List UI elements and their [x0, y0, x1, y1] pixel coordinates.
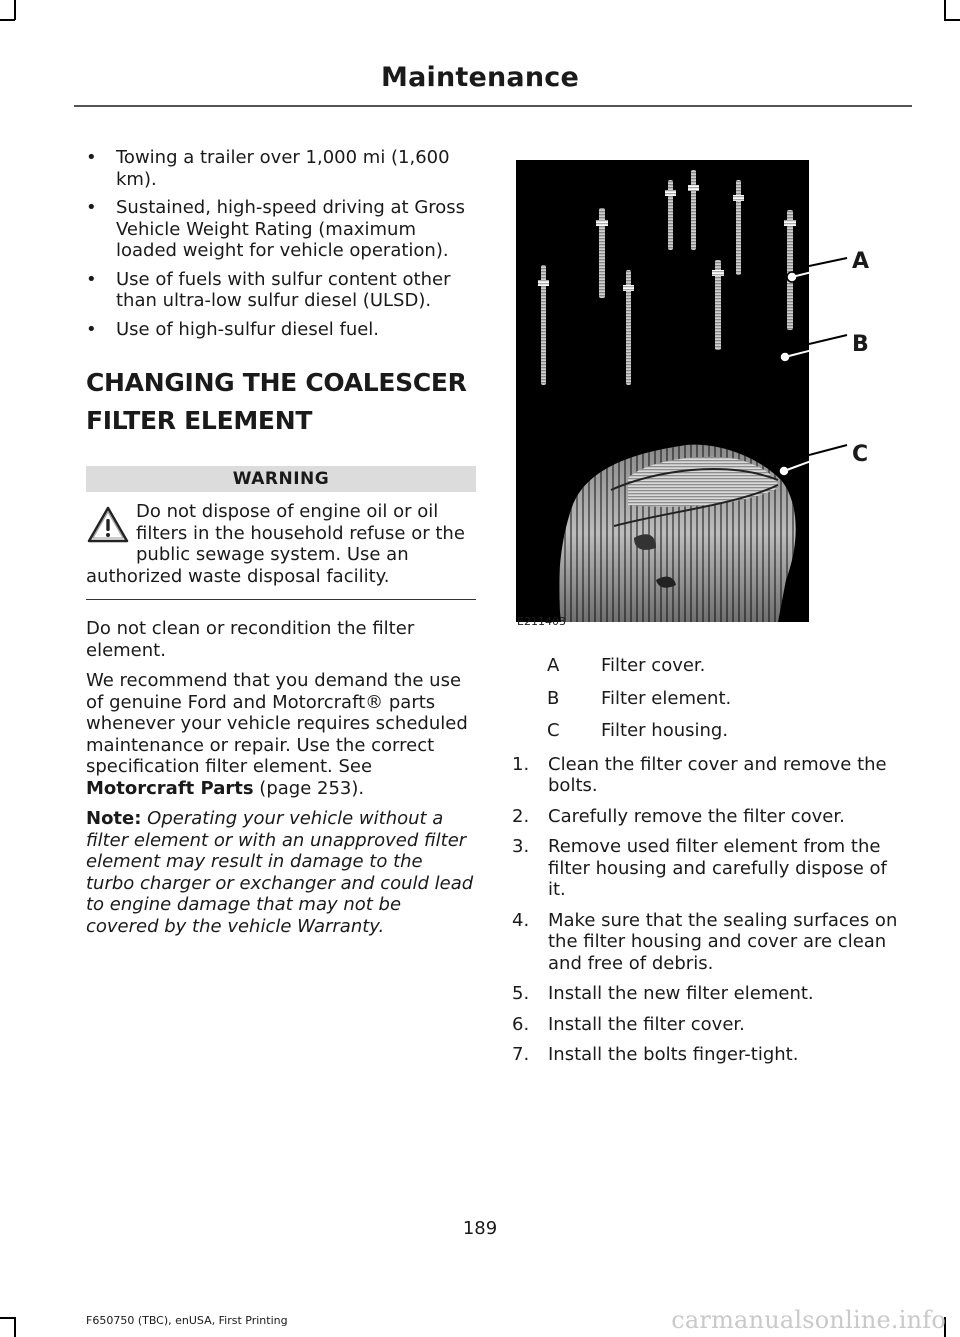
callout-leaders [809, 240, 869, 560]
note [86, 808, 476, 937]
step-number: 6. [512, 1013, 530, 1035]
step-text: Clean the filter cover and remove the bolts. [548, 753, 887, 796]
paragraph-text: We recommend that you demand the use of genuine Ford and Motorcraft® parts whenever your vehicle requires scheduled maintenance or repair. Use the correct specification filter element. See [86, 670, 468, 777]
figure-code: E211403 [517, 615, 566, 628]
callout-c-label: C [852, 442, 869, 467]
callout-a-label: A [852, 249, 870, 274]
legend-key: A [547, 655, 560, 676]
header-divider [74, 105, 912, 107]
crop-mark [0, 1317, 15, 1319]
legend-label: Filter housing. [601, 720, 729, 741]
list-item [86, 197, 476, 262]
step-number: 1. [512, 753, 530, 775]
step-item [512, 983, 910, 1005]
step-item [512, 1014, 910, 1036]
warning-triangle-icon [86, 505, 130, 545]
step-number: 4. [512, 909, 530, 931]
legend-label: Filter element. [601, 687, 732, 709]
bullet-icon: • [86, 318, 97, 340]
bullet-text: Use of fuels with sulfur content other than ultra-low sulfur diesel (ULSD). [116, 268, 451, 311]
note-label: Note: [86, 808, 142, 829]
page-number: 189 [462, 1218, 498, 1239]
step-text: Remove used filter element from the filter housing and carefully dispose of it. [548, 836, 887, 900]
list-item [86, 147, 476, 190]
step-text: Carefully remove the filter cover. [548, 805, 845, 827]
crop-mark [14, 1317, 16, 1337]
motorcraft-parts-link[interactable]: Motorcraft Parts [86, 777, 254, 799]
figure-legend [512, 655, 910, 742]
legend-row [512, 655, 910, 677]
paragraph: Do not clean or recondition the filter element. [86, 618, 415, 661]
callout-b-label: B [852, 332, 869, 357]
step-item [512, 836, 910, 901]
step-number: 5. [512, 983, 530, 1004]
legend-label: Filter cover. [601, 655, 706, 676]
step-item [512, 910, 910, 975]
legend-row [512, 720, 910, 742]
warning-label: WARNING [86, 466, 476, 492]
bullet-list [86, 147, 476, 340]
heading-line: CHANGING THE COALESCER [86, 368, 467, 397]
warning-box [86, 466, 476, 600]
legend-row [512, 688, 910, 710]
step-number: 3. [512, 836, 530, 857]
watermark: carmanualsonline.info [671, 1306, 946, 1334]
step-text: Install the bolts finger-tight. [548, 1044, 799, 1065]
section-heading [86, 364, 476, 440]
bullet-text: Use of high-sulfur diesel fuel. [116, 318, 380, 340]
note-text: Operating your vehicle without a filter element or with an unapproved filter element may result in damage to the turbo charger or exchanger and could lead to engine damage that may not be covered by the vehicle Warranty. [86, 808, 474, 937]
paragraph [86, 670, 476, 799]
legend-key: C [547, 720, 560, 741]
bullet-icon: • [86, 147, 97, 168]
left-column [86, 147, 476, 946]
step-number: 2. [512, 805, 530, 827]
bullet-icon: • [86, 197, 97, 218]
step-item [512, 754, 910, 797]
heading-line: FILTER ELEMENT [86, 406, 313, 435]
crop-mark [944, 19, 960, 21]
procedure-steps [512, 754, 910, 1066]
step-text: Install the new filter element. [548, 983, 814, 1004]
filter-illustration [516, 160, 809, 622]
list-item [86, 319, 476, 341]
right-column [512, 655, 910, 1075]
step-item [512, 806, 910, 828]
page-reference: (page 253). [253, 777, 365, 799]
bullet-text: Sustained, high-speed driving at Gross Vehicle Weight Rating (maximum loaded weight for vehicle operation). [116, 197, 466, 261]
warning-body [86, 501, 476, 600]
step-text: Install the filter cover. [548, 1013, 745, 1035]
legend-key: B [547, 687, 560, 709]
step-text: Make sure that the sealing surfaces on the filter housing and cover are clean and free of debris. [548, 909, 898, 974]
step-number: 7. [512, 1044, 530, 1065]
bullet-text: Towing a trailer over 1,000 mi (1,600 km). [116, 147, 450, 190]
warning-text: Do not dispose of engine oil or oil filters in the household refuse or the public sewage system. Use an authorized waste disposal facility. [86, 501, 465, 587]
list-item [86, 269, 476, 312]
crop-mark [0, 19, 15, 21]
crop-mark [14, 0, 16, 20]
callout-lines [516, 160, 809, 622]
section-title: Maintenance [381, 62, 579, 93]
step-item [512, 1044, 910, 1066]
crop-mark [944, 0, 946, 20]
footer-text: F650750 (TBC), enUSA, First Printing [86, 1314, 288, 1327]
bullet-icon: • [86, 268, 97, 290]
